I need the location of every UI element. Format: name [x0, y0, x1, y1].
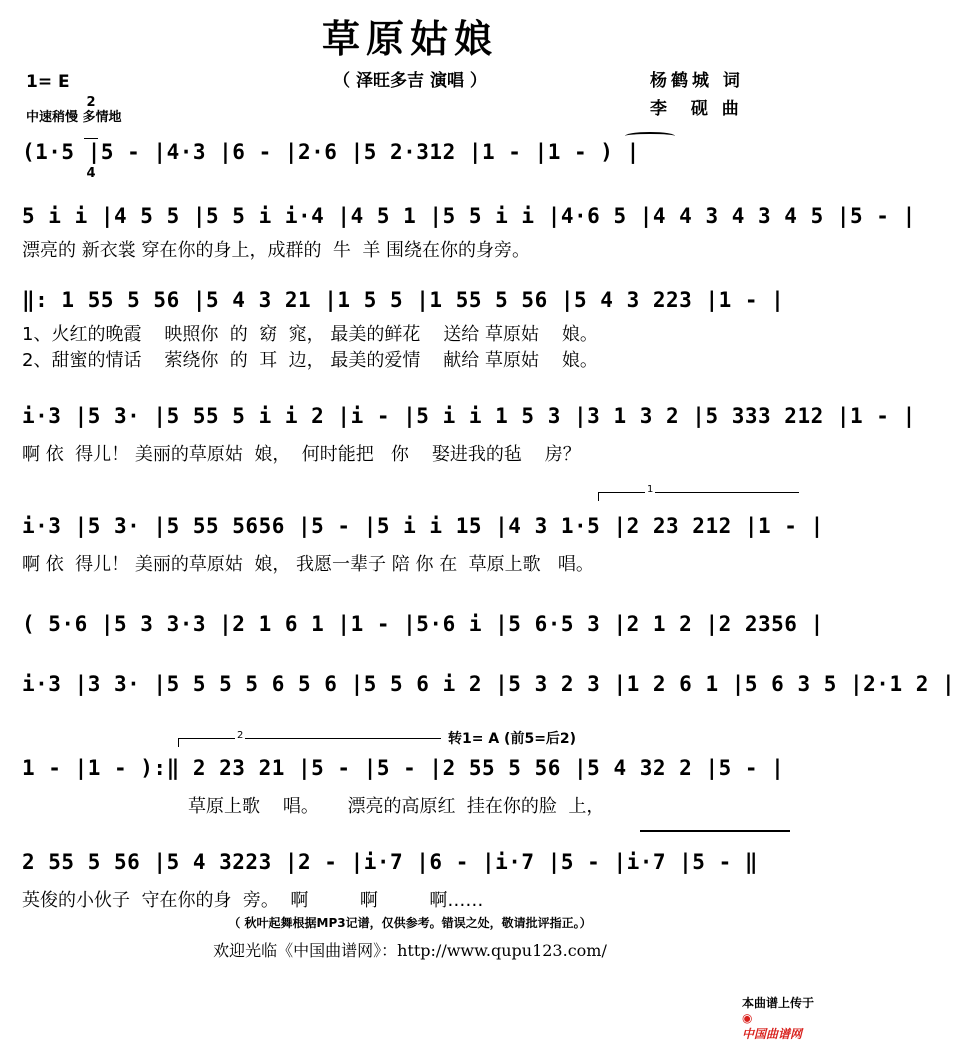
time-signature-bottom: 4	[86, 166, 96, 181]
tie-mark	[625, 132, 675, 140]
time-signature-bar	[84, 138, 98, 139]
lyricist-credit: 杨鹤城 词	[650, 71, 744, 91]
notation-line-4: i·3 |5 3· |5 55 5 i i 2 |i - |5 i i 1 5 3 |3 1 3 2 |5 333 212 |1 - |	[22, 404, 916, 428]
brand-name: 中国曲谱网	[741, 1027, 802, 1041]
modulation-marking: 转1= A (前5=后2)	[448, 731, 577, 747]
notation-line-8: 1 - |1 - ):‖ 2 23 21 |5 - |5 - |2 55 5 56 |5 4 32 2 |5 - |	[22, 756, 785, 780]
volta-bracket-2	[178, 730, 441, 747]
lyrics-line-9: 英俊的小伙子 守在你的身 旁。 啊 啊 啊……	[22, 890, 484, 911]
lyrics-line-4: 啊 依 得儿！ 美丽的草原姑 娘， 何时能把 你 娶进我的毡 房？	[22, 444, 581, 465]
notation-line-6: ( 5·6 |5 3 3·3 |2 1 6 1 |1 - |5·6 i |5 6·5 3 |2 1 2 |2 2356 |	[22, 612, 824, 636]
notation-line-9: 2 55 5 56 |5 4 3223 |2 - |i·7 |6 - |i·7 |5 - |i·7 |5 - ‖	[22, 850, 759, 874]
upload-credit	[734, 980, 814, 1042]
lyrics-line-5: 啊 依 得儿！ 美丽的草原姑 娘， 我愿一辈子 陪 你 在 草原上歌 唱。	[22, 554, 594, 575]
notation-line-1: (1·5 |5 - |4·3 |6 - |2·6 |5 2·312 |1 - |1 - ) |	[22, 140, 640, 164]
lyrics-line-2: 漂亮的 新衣裳 穿在你的身上，成群的 牛 羊 围绕在你的身旁。	[22, 240, 531, 261]
key-signature: 1= E	[26, 72, 70, 92]
lyrics-line-3-verse-1: 1、火红的晚霞 映照你 的 窈 窕， 最美的鲜花 送给 草原姑 娘。	[22, 324, 598, 345]
time-signature-top: 2	[86, 95, 96, 110]
lyrics-line-8: 草原上歌 唱。 漂亮的高原红 挂在你的脸 上，	[188, 796, 605, 817]
notation-line-7: i·3 |3 3· |5 5 5 5 6 5 6 |5 5 6 i 2 |5 3 2 3 |1 2 6 1 |5 6 3 5 |2·1 2 |	[22, 672, 956, 696]
time-signature	[84, 68, 98, 195]
notation-line-3: ‖: 1 55 5 56 |5 4 3 21 |1 5 5 |1 55 5 56 |5 4 3 223 |1 - |	[22, 288, 785, 312]
singer-credit: （ 泽旺多吉 演唱 ）	[333, 71, 487, 91]
brand-logo-icon: ◉	[741, 1011, 753, 1025]
composer-credit: 李 砚 曲	[650, 99, 743, 119]
volta-1-label: 1	[647, 484, 654, 495]
fermata-line	[640, 830, 790, 832]
welcome-line: 欢迎光临《中国曲谱网》：http://www.qupu123.com/	[213, 941, 607, 960]
song-title: 草原姑娘	[321, 17, 498, 61]
volta-bracket-1	[598, 484, 799, 501]
transcription-note: （ 秋叶起舞根据MP3记谱，仅供参考。错误之处，敬请批评指正。）	[228, 916, 592, 930]
lyrics-line-3-verse-2: 2、甜蜜的情话 萦绕你 的 耳 边， 最美的爱情 献给 草原姑 娘。	[22, 350, 598, 371]
upload-label: 本曲谱上传于	[741, 996, 814, 1010]
notation-line-2: 5 i i |4 5 5 |5 5 i i·4 |4 5 1 |5 5 i i |4·6 5 |4 4 3 4 3 4 5 |5 - |	[22, 204, 916, 228]
volta-2-label: 2	[237, 730, 244, 741]
tempo-marking: 中速稍慢 多情地	[26, 110, 122, 125]
notation-line-5: i·3 |5 3· |5 55 5656 |5 - |5 i i 15 |4 3 1·5 |2 23 212 |1 - |	[22, 514, 824, 538]
